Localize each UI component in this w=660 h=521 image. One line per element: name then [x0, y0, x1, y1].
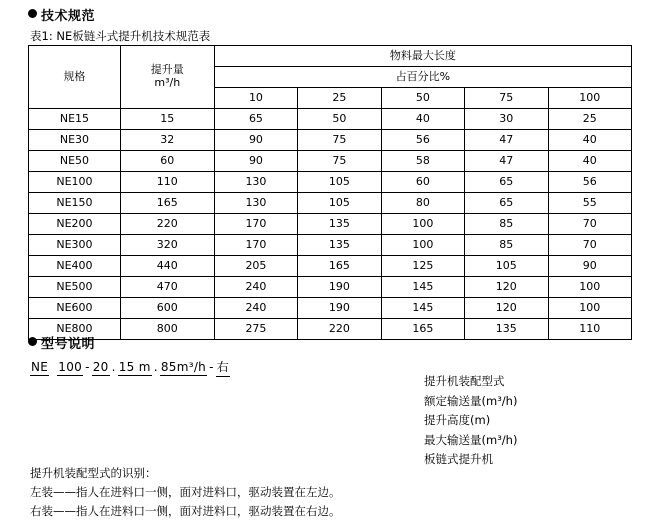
table-row	[29, 172, 632, 193]
cell-pct-10: 240	[214, 277, 297, 298]
model-code-sep-2: -	[209, 360, 214, 374]
cell-pct-25: 105	[298, 172, 381, 193]
cell-pct-50: 58	[381, 151, 464, 172]
cell-pct-75: 85	[465, 235, 548, 256]
model-code-sep-1: -	[85, 360, 90, 374]
cell-lift: 320	[120, 235, 214, 256]
cell-lift: 15	[120, 109, 214, 130]
cell-model: NE200	[29, 214, 121, 235]
model-code-size: 100	[58, 360, 83, 374]
cell-pct-50: 56	[381, 130, 464, 151]
cell-pct-10: 240	[214, 298, 297, 319]
cell-model: NE300	[29, 235, 121, 256]
cell-model: NE15	[29, 109, 121, 130]
table-header-row-1	[29, 46, 632, 67]
header-percent: 占百分比%	[214, 67, 631, 88]
header-pct-100: 100	[548, 88, 631, 109]
cell-pct-10: 90	[214, 130, 297, 151]
bullet-icon	[28, 337, 37, 346]
cell-model: NE150	[29, 193, 121, 214]
legend-item-max-capacity: 最大输送量(m³/h)	[424, 432, 518, 447]
model-code-line	[30, 358, 230, 377]
cell-pct-10: 65	[214, 109, 297, 130]
cell-pct-25: 135	[298, 214, 381, 235]
cell-pct-50: 145	[381, 298, 464, 319]
cell-pct-75: 47	[465, 130, 548, 151]
section-heading-model-label: 型号说明	[41, 337, 96, 352]
cell-pct-10: 170	[214, 214, 297, 235]
model-code-capacity: 85m³/h	[160, 360, 207, 374]
cell-pct-25: 190	[298, 277, 381, 298]
cell-pct-75: 120	[465, 277, 548, 298]
table-row	[29, 277, 632, 298]
cell-pct-50: 60	[381, 172, 464, 193]
section-heading-spec-label: 技术规范	[41, 9, 96, 24]
header-lift	[120, 46, 214, 109]
cell-pct-25: 220	[298, 319, 381, 340]
header-spec: 规格	[29, 46, 121, 109]
table-row	[29, 298, 632, 319]
cell-model: NE800	[29, 319, 121, 340]
cell-pct-100: 56	[548, 172, 631, 193]
cell-pct-100: 100	[548, 298, 631, 319]
header-material-length: 物料最大长度	[214, 46, 631, 67]
cell-lift: 32	[120, 130, 214, 151]
model-code-dot-1: .	[111, 360, 116, 374]
table-row	[29, 235, 632, 256]
cell-pct-100: 40	[548, 151, 631, 172]
cell-model: NE500	[29, 277, 121, 298]
cell-pct-25: 50	[298, 109, 381, 130]
cell-pct-25: 75	[298, 130, 381, 151]
cell-pct-100: 100	[548, 277, 631, 298]
cell-pct-50: 40	[381, 109, 464, 130]
table-row	[29, 151, 632, 172]
cell-pct-10: 170	[214, 235, 297, 256]
cell-pct-25: 75	[298, 151, 381, 172]
header-pct-50: 50	[381, 88, 464, 109]
cell-pct-10: 275	[214, 319, 297, 340]
cell-pct-100: 25	[548, 109, 631, 130]
cell-pct-75: 65	[465, 172, 548, 193]
model-code-dot-2: .	[153, 360, 158, 374]
cell-pct-75: 85	[465, 214, 548, 235]
cell-pct-50: 125	[381, 256, 464, 277]
spec-table-head	[29, 46, 632, 109]
header-lift-line1: 提升量	[150, 63, 184, 77]
cell-pct-75: 135	[465, 319, 548, 340]
legend-item-rated-capacity: 额定输送量(m³/h)	[424, 393, 518, 408]
table-row	[29, 193, 632, 214]
cell-pct-75: 65	[465, 193, 548, 214]
table-row	[29, 109, 632, 130]
cell-pct-50: 165	[381, 319, 464, 340]
header-pct-25: 25	[298, 88, 381, 109]
cell-lift: 800	[120, 319, 214, 340]
cell-pct-10: 130	[214, 193, 297, 214]
cell-pct-25: 105	[298, 193, 381, 214]
note-right-assembly: 右装——指人在进料口一侧，面对进料口，驱动装置在右边。	[30, 504, 341, 518]
cell-pct-25: 190	[298, 298, 381, 319]
cell-pct-10: 130	[214, 172, 297, 193]
spec-table-body	[29, 109, 632, 340]
cell-pct-100: 40	[548, 130, 631, 151]
table-caption: 表1: NE板链斗式提升机技术规范表	[30, 29, 211, 43]
table-row	[29, 256, 632, 277]
cell-pct-75: 30	[465, 109, 548, 130]
cell-pct-75: 105	[465, 256, 548, 277]
cell-pct-50: 145	[381, 277, 464, 298]
header-lift-line2: m³/h	[154, 76, 181, 89]
table-row	[29, 319, 632, 340]
model-code-legend	[424, 372, 517, 470]
cell-pct-50: 100	[381, 214, 464, 235]
cell-pct-10: 90	[214, 151, 297, 172]
note-title: 提升机装配型式的识别：	[30, 466, 157, 480]
cell-model: NE400	[29, 256, 121, 277]
cell-lift: 440	[120, 256, 214, 277]
cell-lift: 110	[120, 172, 214, 193]
header-pct-75: 75	[465, 88, 548, 109]
assembly-notes	[30, 464, 341, 521]
model-code-height: 15 m	[118, 360, 151, 374]
model-code-space-1	[49, 360, 57, 374]
legend-item-type: 板链式提升机	[424, 452, 493, 466]
cell-pct-100: 70	[548, 235, 631, 256]
cell-pct-100: 55	[548, 193, 631, 214]
cell-lift: 470	[120, 277, 214, 298]
cell-pct-25: 135	[298, 235, 381, 256]
cell-pct-100: 90	[548, 256, 631, 277]
cell-pct-75: 47	[465, 151, 548, 172]
section-heading-spec	[28, 5, 95, 24]
model-code-assembly: 右	[216, 358, 230, 377]
cell-model: NE100	[29, 172, 121, 193]
cell-lift: 220	[120, 214, 214, 235]
model-code-prefix: NE	[31, 360, 49, 374]
cell-pct-25: 165	[298, 256, 381, 277]
cell-model: NE600	[29, 298, 121, 319]
table-row	[29, 214, 632, 235]
legend-item-lift-height: 提升高度(m)	[424, 413, 491, 427]
model-code-rated: 20	[92, 360, 109, 374]
legend-item-assembly: 提升机装配型式	[424, 374, 505, 388]
cell-lift: 600	[120, 298, 214, 319]
cell-pct-75: 120	[465, 298, 548, 319]
section-heading-model	[28, 333, 95, 352]
header-pct-10: 10	[214, 88, 297, 109]
table-row	[29, 130, 632, 151]
bullet-icon	[28, 9, 37, 18]
cell-pct-10: 205	[214, 256, 297, 277]
cell-model: NE30	[29, 130, 121, 151]
cell-pct-100: 110	[548, 319, 631, 340]
cell-pct-100: 70	[548, 214, 631, 235]
cell-pct-50: 100	[381, 235, 464, 256]
cell-pct-50: 80	[381, 193, 464, 214]
cell-lift: 165	[120, 193, 214, 214]
cell-lift: 60	[120, 151, 214, 172]
cell-model: NE50	[29, 151, 121, 172]
spec-table	[28, 45, 632, 340]
note-left-assembly: 左装——指人在进料口一侧，面对进料口，驱动装置在左边。	[30, 485, 341, 499]
